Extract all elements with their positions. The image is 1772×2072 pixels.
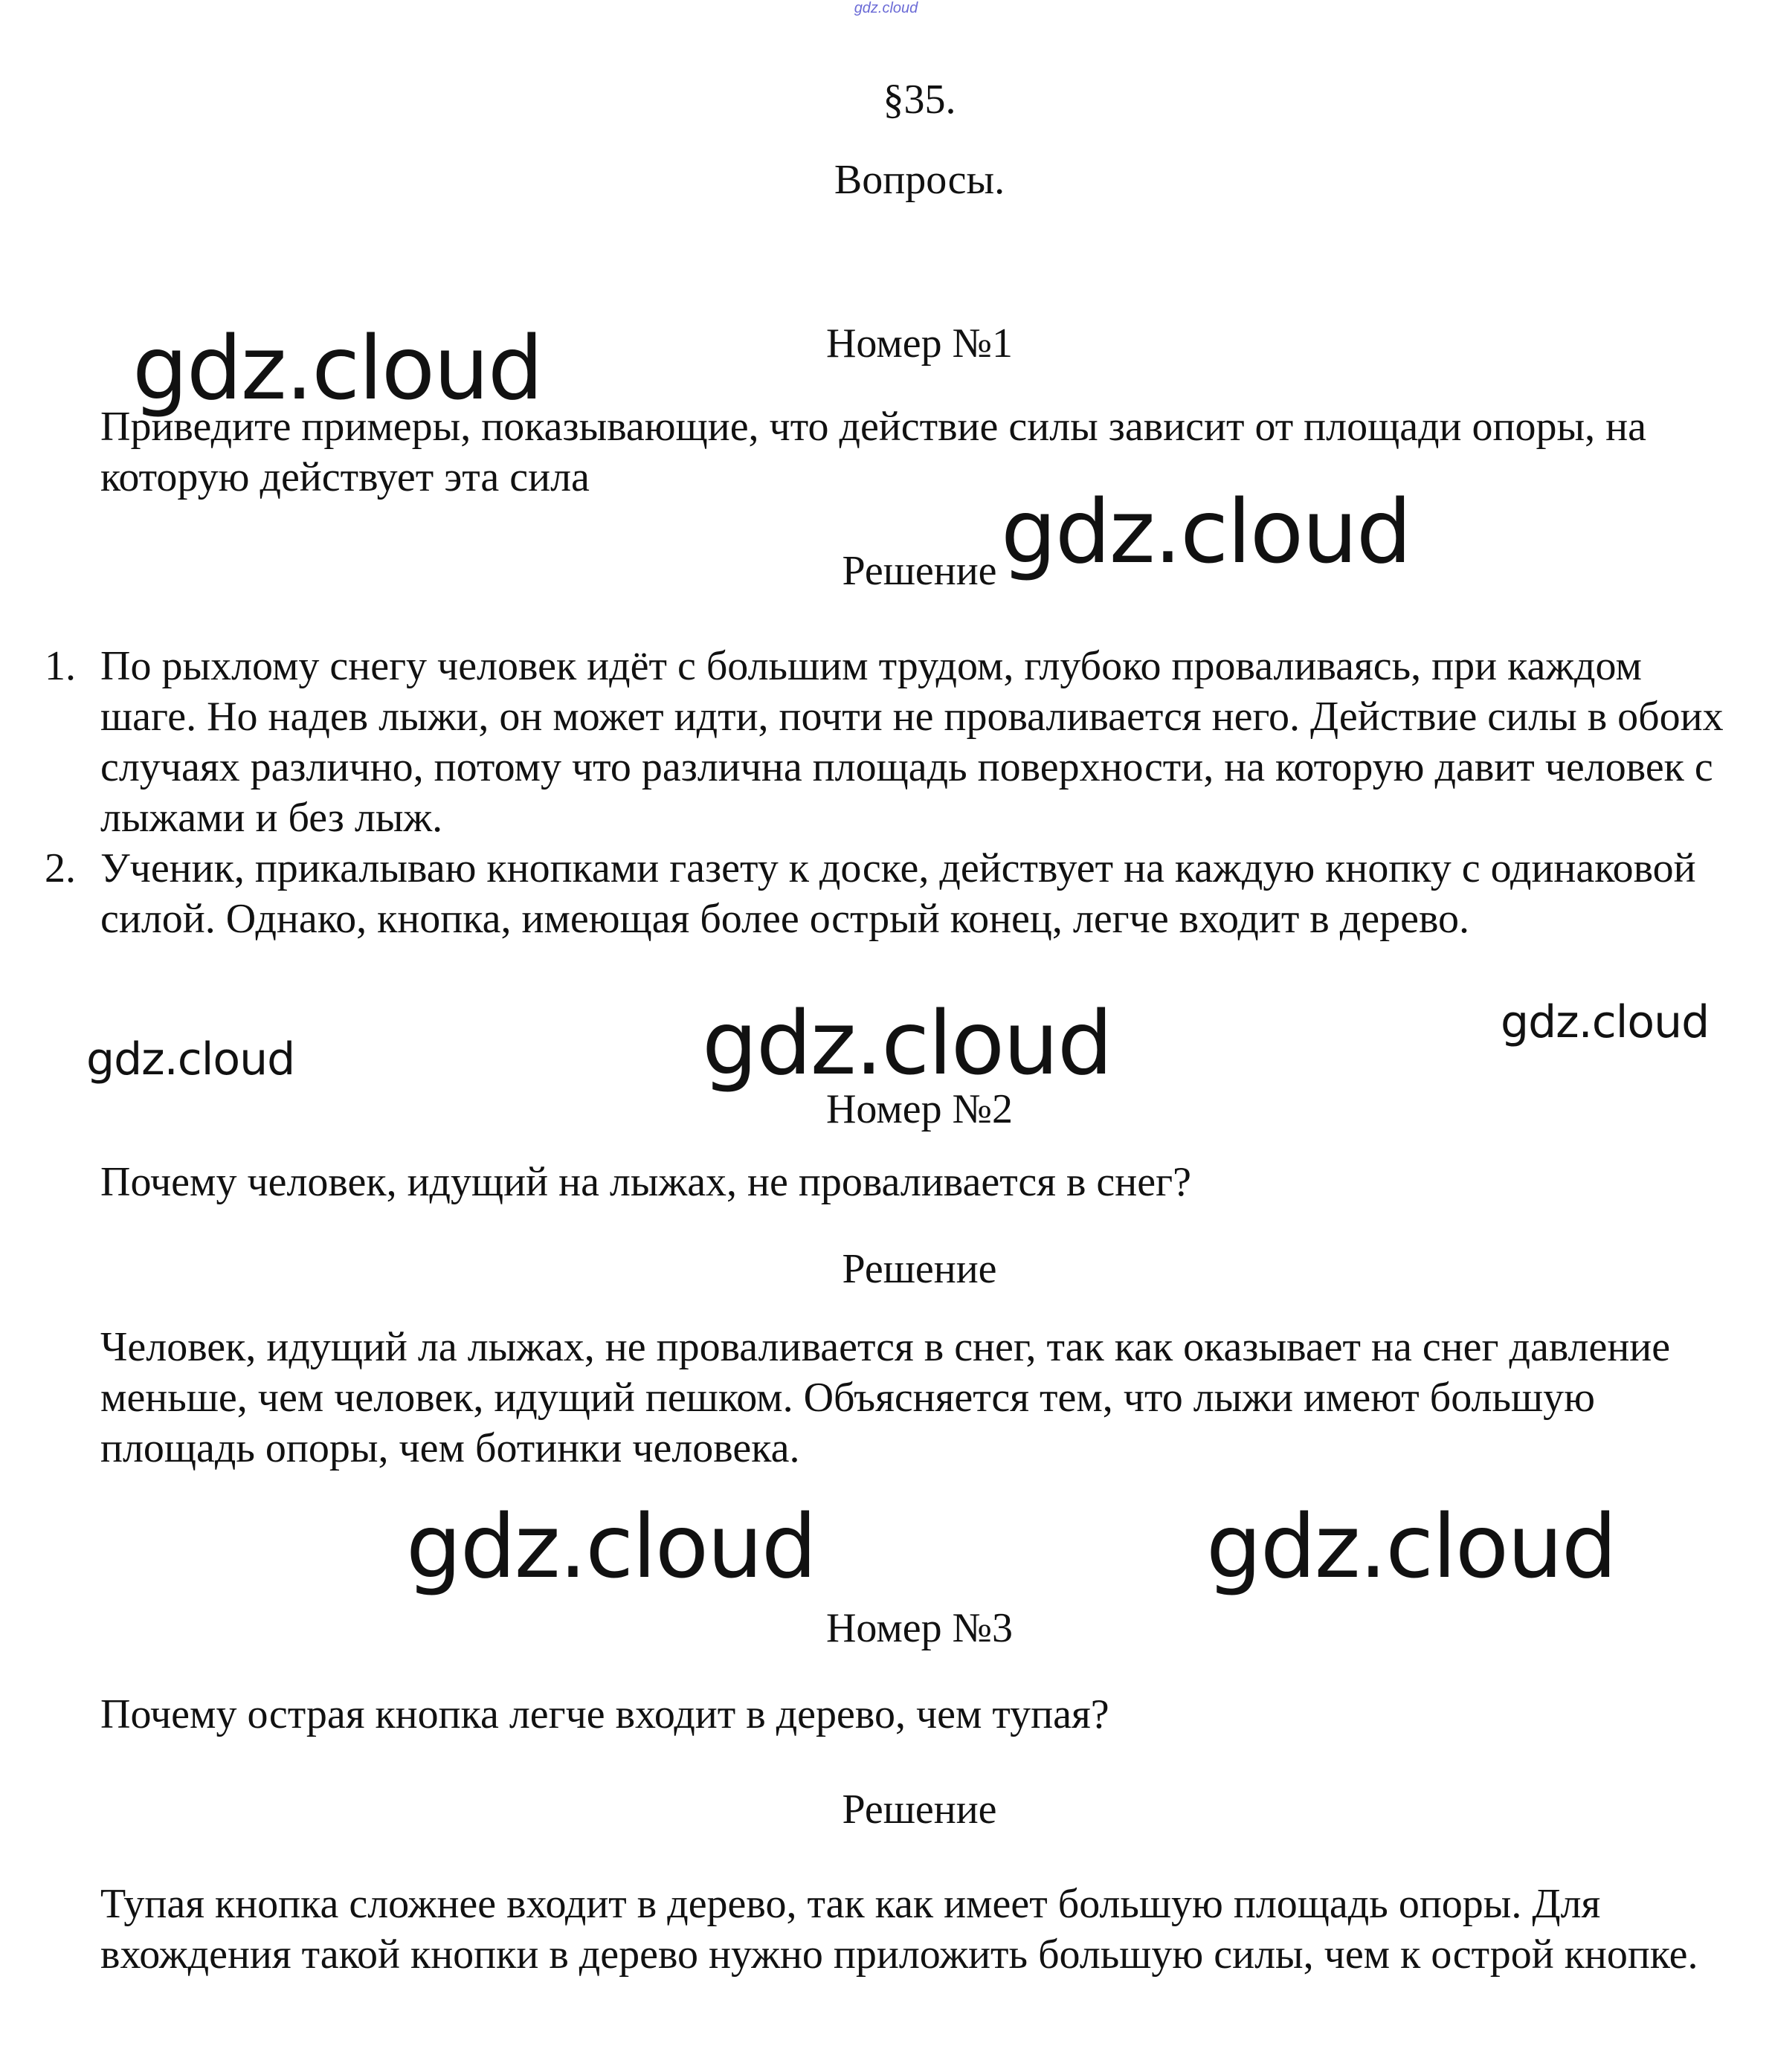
list-item [0,843,1733,944]
watermark-logo: gdz.cloud [1206,1495,1616,1598]
question-1-solution-label: Решение [842,548,997,594]
question-1-text: Приведите примеры, показывающие, что действие силы зависит от площади опоры, на которую действует эта сила [100,404,1646,500]
question-3-answer: Тупая кнопка сложнее входит в дерево, так как имеет большую площадь опоры. Для вхождения такой кнопки в дерево нужно приложить большую силы, чем к острой кнопке. [100,1881,1698,1978]
watermark-logo: gdz.cloud [132,317,542,419]
watermark-logo: gdz.cloud [406,1495,816,1598]
watermark-logo: gdz.cloud [1001,480,1411,583]
watermark-logo: gdz.cloud [702,992,1112,1094]
question-3-number: Номер №3 [825,1605,1014,1651]
question-1-number: Номер №1 [825,320,1014,367]
list-item-text: По рыхлому снегу человек идёт с большим трудом, глубоко проваливаясь, при каждом шаге. Но надев лыжи, он может идти, почти не проваливается него. Действие силы в обоих случаях различно, потому что различна площадь поверхности, на которую давит человек с лыжами и без лыж. [100,643,1724,841]
question-3-text: Почему острая кнопка легче входит в дерево, чем тупая? [100,1691,1109,1737]
section-number: §35. [883,77,956,123]
question-2-text: Почему человек, идущий на лыжах, не проваливается в снег? [100,1159,1191,1205]
page-heading: Вопросы. [834,157,1005,203]
watermark-logo: gdz.cloud [86,1033,295,1085]
list-item-marker: 2. [45,845,76,891]
list-item-marker: 1. [45,643,76,689]
header-watermark: gdz.cloud [854,0,918,16]
question-3-solution-label: Решение [842,1787,997,1833]
question-1-answer-list [0,641,1733,944]
list-item [0,641,1733,843]
list-item-text: Ученик, прикалываю кнопками газету к доске, действует на каждую кнопку с одинаковой силой. Однако, кнопка, имеющая более острый конец, легче входит в дерево. [100,845,1696,942]
question-2-number: Номер №2 [825,1086,1014,1132]
question-2-solution-label: Решение [842,1246,997,1292]
watermark-logo: gdz.cloud [1501,996,1710,1048]
question-2-answer: Человек, идущий ла лыжах, не проваливается в снег, так как оказывает на снег давление меньше, чем человек, идущий пешком. Объясняется тем, что лыжи имеют большую площадь опоры, чем ботинки человека. [100,1324,1671,1471]
